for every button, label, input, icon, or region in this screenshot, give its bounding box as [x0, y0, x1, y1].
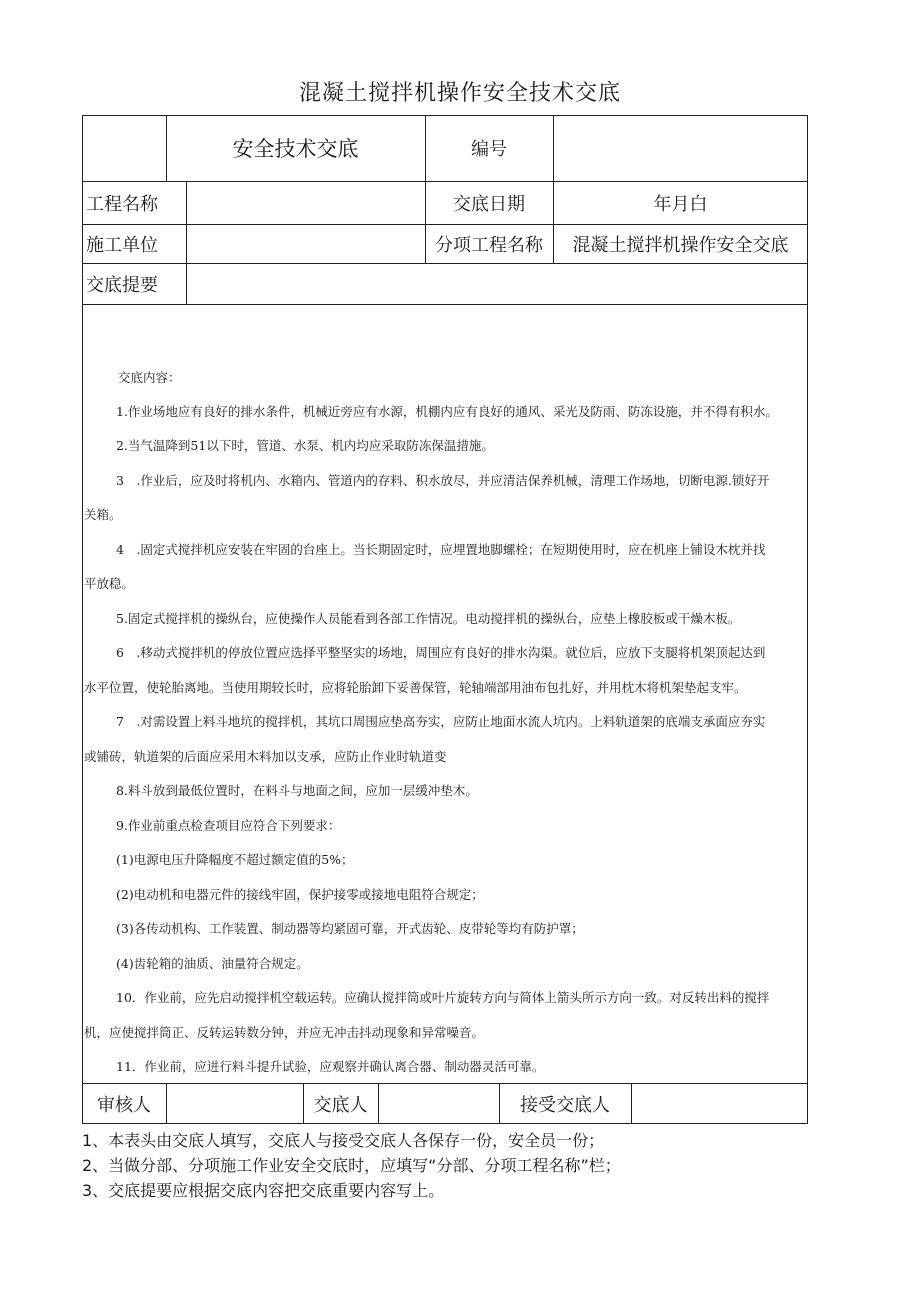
date-field[interactable]: 年月白	[653, 193, 708, 215]
receiver-field[interactable]	[631, 1083, 808, 1124]
reviewer-label: 审核人	[97, 1094, 151, 1116]
content-line: 11．作业前，应进行料斗提升试验，应观察并确认离合器、制动器灵活可靠。	[116, 1059, 545, 1074]
content-line: 3 .作业后，应及时将机内、水箱内、管道内的存料、积水放尽，并应清洁保养机械，清理工作场地，切断电源.锁好开	[116, 473, 770, 488]
content-line: 4 .固定式搅拌机应安装在牢固的台座上。当长期固定时，应埋置地脚螺栓；在短期使用时，应在机座上铺设木枕并找	[116, 542, 766, 557]
project-name-label: 工程名称	[86, 193, 158, 215]
content-line: (3)各传动机构、工作装置、制动器等均紧固可靠，开式齿轮、皮带轮等均有防护罩；	[116, 921, 584, 936]
project-name-field[interactable]	[186, 181, 425, 224]
footnote: 2、当做分部、分项施工作业安全交底时，应填写“分部、分项工程名称”栏；	[82, 1156, 621, 1175]
discloser-label: 交底人	[313, 1094, 368, 1116]
content-line: 10．作业前，应先启动搅拌机空载运转。应确认搅拌筒或叶片旋转方向与简体上箭头所示方向一致。对反转出料的搅拌	[116, 990, 770, 1005]
sub-project-label: 分项工程名称	[435, 234, 543, 256]
content-line: 关箱。	[84, 507, 122, 522]
content-line: 2.当气温降到51以下时，管道、水泵、机内均应采取防冻保温措施。	[116, 438, 494, 453]
content-line: 平放稳。	[84, 576, 135, 591]
unit-label: 施工单位	[86, 234, 158, 256]
content-line: 6 .移动式搅拌机的停放位置应选择平整坚实的场地，周围应有良好的排水沟渠。就位后，应放下支腿将机架顶起达到	[116, 645, 766, 660]
discloser-field[interactable]	[378, 1083, 499, 1124]
doc-name: 安全技术交底	[232, 137, 359, 161]
summary-field[interactable]	[186, 263, 808, 304]
content-heading: 交底内容：	[118, 370, 181, 385]
content-line: 9.作业前重点检查项目应符合下列要求：	[116, 818, 341, 833]
number-field[interactable]	[553, 115, 808, 181]
unit-field[interactable]	[186, 224, 425, 263]
receiver-label: 接受交底人	[520, 1094, 610, 1116]
content-line: 机，应使搅拌筒正、反转运转数分钟，并应无冲击抖动现象和异常噪音。	[84, 1025, 485, 1040]
footnote: 3、交底提要应根据交底内容把交底重要内容写上。	[82, 1181, 445, 1200]
content-line: 7 .对需设置上料斗地坑的搅拌机，其坑口周围应垫高夯实，应防止地面水流人坑内。上料轨道架的底端支承面应夯实	[116, 714, 766, 729]
document-title: 混凝土搅拌机操作安全技术交底	[298, 81, 621, 106]
content-line: 水平位置，使轮胎离地。当使用期较长时，应将轮胎卸下妥善保管，轮轴端部用油布包扎好，并用枕木将机架垫起支牢。	[84, 680, 747, 695]
content-line: 或铺砖，轨道架的后面应采用木料加以支承，应防止作业时轨道变	[84, 749, 447, 764]
reviewer-field[interactable]	[166, 1083, 303, 1124]
summary-label: 交底提要	[86, 274, 158, 296]
content-line: (4)齿轮箱的油质、油量符合规定。	[116, 956, 309, 971]
footnote: 1、本表头由交底人填写，交底人与接受交底人各保存一份，安全员一份；	[82, 1131, 605, 1150]
sub-project-field[interactable]: 混凝土搅拌机操作安全交底	[572, 234, 789, 256]
content-line: (1)电源电压升降幅度不超过额定值的5%；	[116, 852, 354, 867]
row-divider	[82, 304, 808, 305]
content-line: 5.固定式搅拌机的操纵台，应使操作人员能看到各部工作情况。电动搅拌机的操纵台，应垫上橡胶板或干燥木板。	[116, 611, 741, 626]
number-label: 编号	[471, 139, 507, 160]
content-line: (2)电动机和电器元件的接线牢固，保护接零或接地电阻符合规定；	[116, 887, 484, 902]
content-line: 1.作业场地应有良好的排水条件，机械近旁应有水源，机棚内应有良好的通风、采光及防雨、防冻设施，并不得有积水。	[116, 404, 778, 419]
content-line: 8.料斗放到最低位置时，在料斗与地面之间，应加一层缓冲垫木。	[116, 783, 478, 798]
date-label: 交底日期	[453, 193, 525, 215]
